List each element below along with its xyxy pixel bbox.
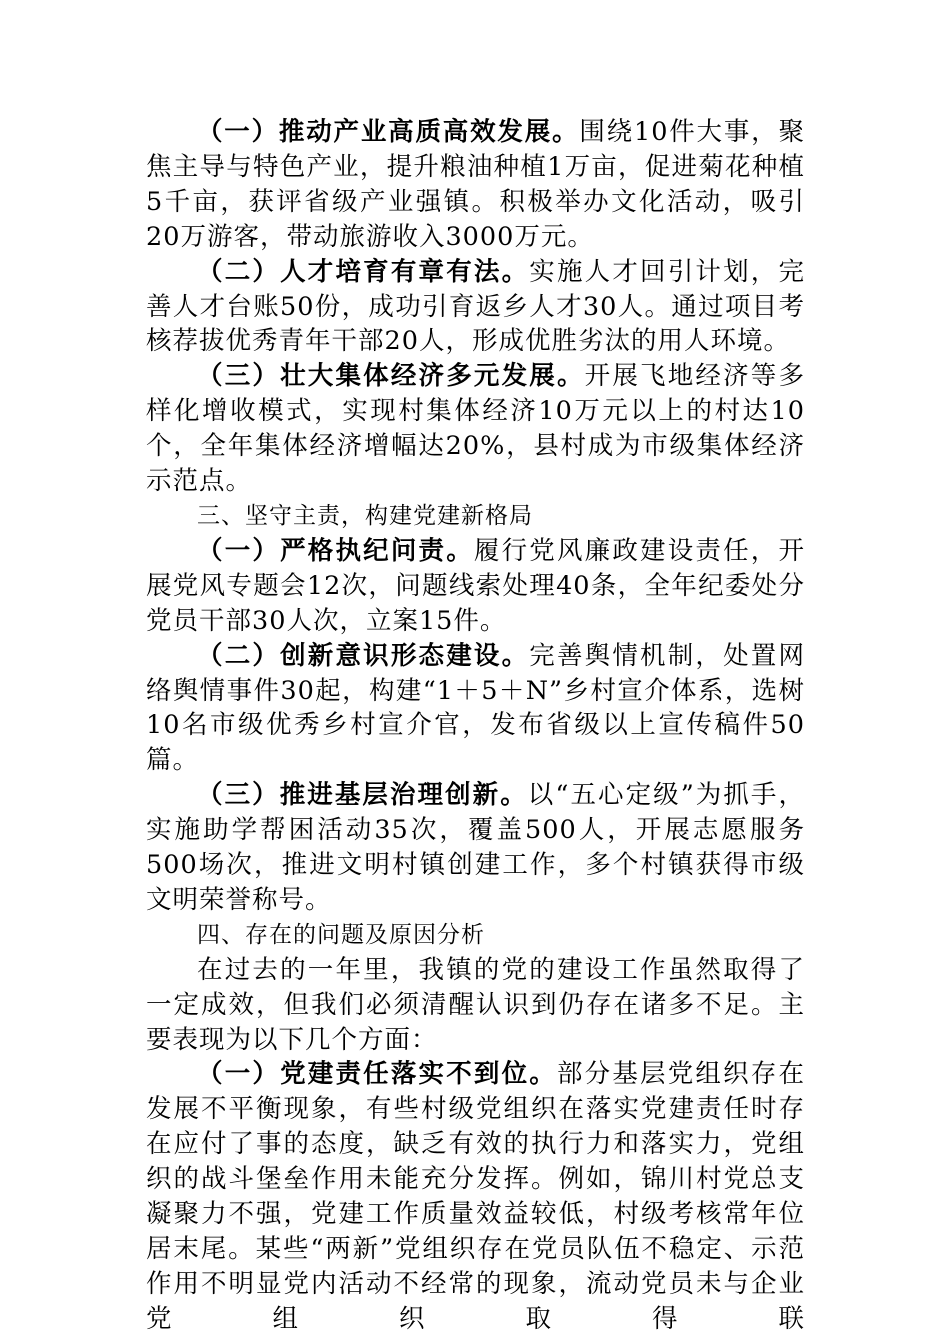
paragraph-body: 围绕10件大事，聚焦主导与特色产业，提升粮油种植1万亩，促进菊花种植5千亩，获评省级产业强镇。积极举办文化活动，吸引20万游客，带动旅游收入3000万元。 [146, 117, 805, 252]
paragraph-title: （三）壮大集体经济多元发展。 [197, 361, 585, 392]
paragraph-title: （三）推进基层治理创新。 [197, 780, 528, 811]
paragraph-body: 部分基层党组织存在发展不平衡现象，有些村级党组织在落实党建责任时存在应付了事的态度，缺乏有效的执行力和落实力，党组织的战斗堡垒作用未能充分发挥。例如，锦川村党总支凝聚力不强，党建工作质量效益较低，村级考核常年位居末尾。某些“两新”党组织存在党员队伍不稳定、示范作用不明显党内活动不经常的现象，流动党员未与企业党组织取得联 [146, 1059, 805, 1334]
paragraph-governance [146, 778, 805, 918]
paragraph-collective-economy [146, 359, 805, 499]
paragraph-intro: 在过去的一年里，我镇的党的建设工作虽然取得了一定成效，但我们必须清醒认识到仍存在诸多不足。主要表现为以下几个方面： [146, 954, 805, 1055]
paragraph-title: （一）党建责任落实不到位。 [197, 1059, 557, 1090]
paragraph-title: （二）人才培育有章有法。 [197, 256, 530, 287]
paragraph-title: （一）推动产业高质高效发展。 [197, 117, 580, 147]
paragraph-body: 开展飞地经济等多样化增收模式，实现村集体经济10万元以上的村达10个，全年集体经济增幅达20%，县村成为市级集体经济示范点。 [146, 361, 805, 497]
paragraph-title: （一）严格执纪问责。 [197, 535, 474, 566]
paragraph-responsibility [146, 1057, 805, 1336]
paragraph-body: 完善舆情机制，处置网络舆情事件30起，构建“1＋5＋N”乡村宣介体系，选树10名市级优秀乡村宣介官，发布省级以上宣传稿件50篇。 [146, 640, 805, 776]
paragraph-discipline [146, 534, 805, 639]
section-heading-three: 三、坚守主责，构建党建新格局 [197, 502, 533, 529]
paragraph-industry [146, 115, 805, 255]
paragraph-body: 实施人才回引计划，完善人才台账50份，成功引育返乡人才30人。通过项目考核荐拔优秀青年干部20人，形成优胜劣汰的用人环境。 [146, 256, 805, 357]
paragraph-ideology [146, 639, 805, 779]
section-heading-four: 四、存在的问题及原因分析 [197, 921, 485, 948]
paragraph-talent [146, 255, 805, 360]
paragraph-body: 以“五心定级”为抓手，实施助学帮困活动35次，覆盖500人，开展志愿服务500场次，推进文明村镇创建工作，多个村镇获得市级文明荣誉称号。 [146, 780, 805, 915]
paragraph-title: （二）创新意识形态建设。 [197, 640, 530, 671]
paragraph-body: 履行党风廉政建设责任，开展党风专题会12次，问题线索处理40条，全年纪委处分党员干部30人次，立案15件。 [146, 535, 805, 636]
